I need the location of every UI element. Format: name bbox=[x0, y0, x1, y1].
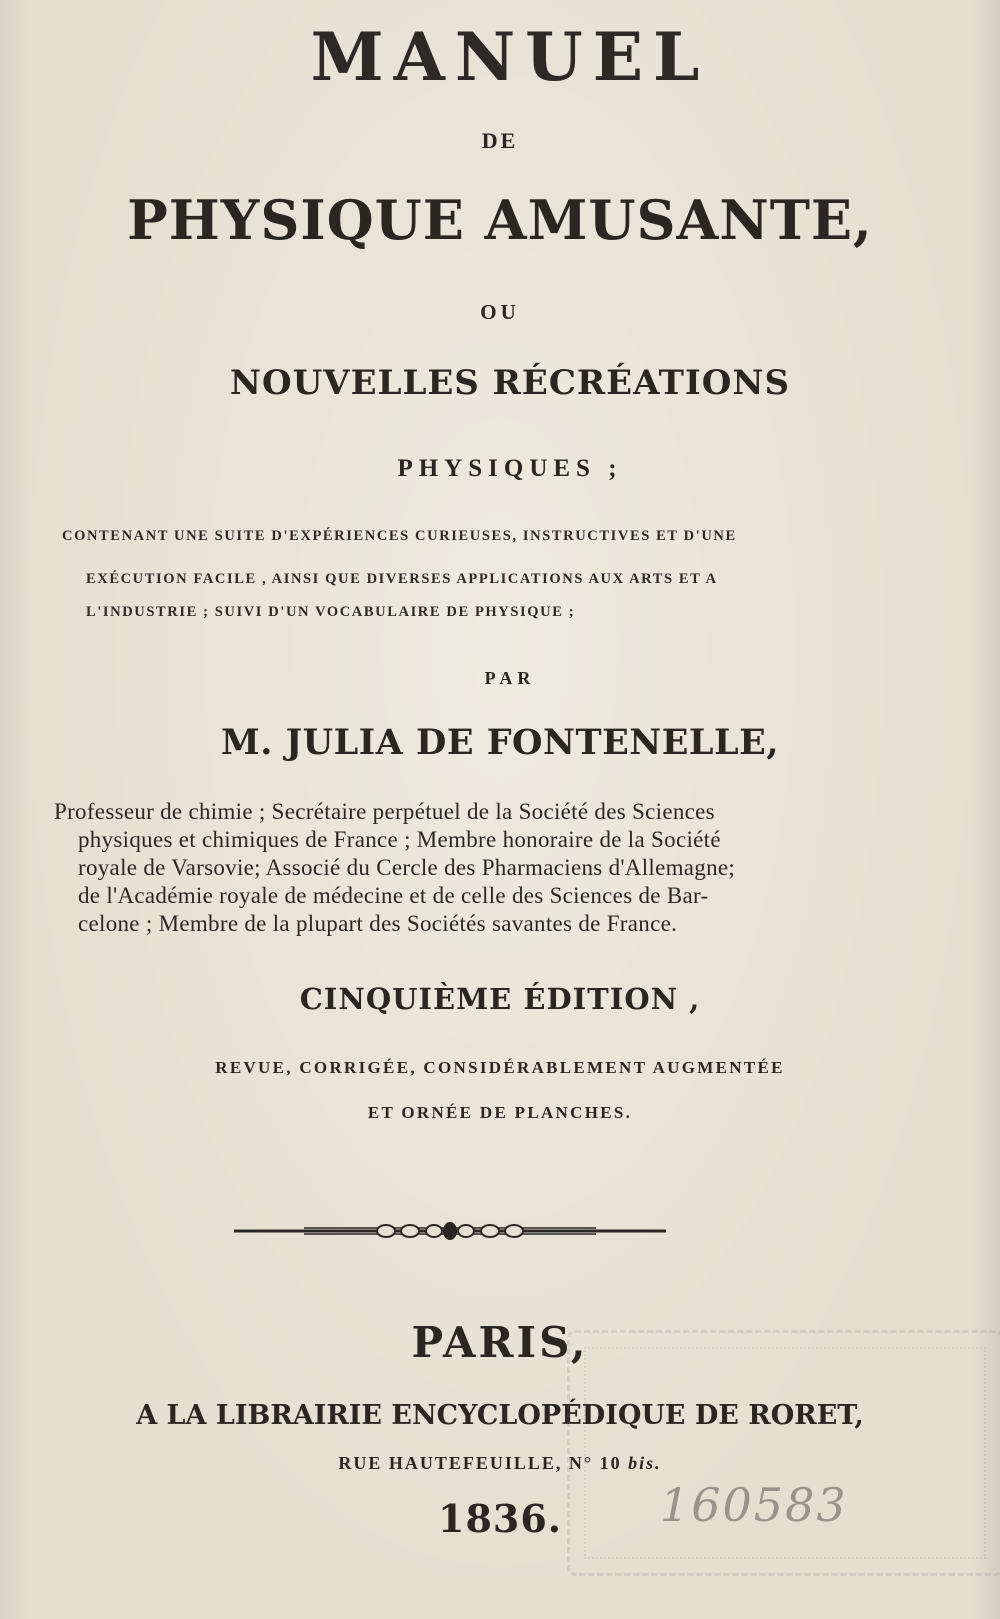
shelfmark: 160583 bbox=[660, 1478, 848, 1532]
by-label: PAR bbox=[484, 668, 536, 688]
edition: CINQUIÈME ÉDITION , bbox=[299, 982, 701, 1016]
credentials-line: royale de Varsovie; Associé du Cercle des Pharmaciens d'Allemagne; bbox=[78, 855, 736, 880]
credentials-line: celone ; Membre de la plupart des Sociétés savantes de France. bbox=[78, 911, 678, 936]
publication-year: 1836. bbox=[438, 1496, 562, 1541]
description-line: CONTENANT UNE SUITE D'EXPÉRIENCES CURIEUSES, INSTRUCTIVES ET D'UNE bbox=[62, 528, 737, 544]
address-suffix: bis. bbox=[628, 1453, 662, 1473]
library-stamp-icon bbox=[567, 1330, 1000, 1576]
author-name: M. JULIA DE FONTENELLE, bbox=[220, 722, 780, 763]
imprint-city: PARIS, bbox=[411, 1318, 589, 1367]
address-text: RUE HAUTEFEUILLE, N° 10 bbox=[338, 1453, 622, 1473]
subtitle-physiques: PHYSIQUES ; bbox=[397, 455, 623, 482]
edition-note-line: ET ORNÉE DE PLANCHES. bbox=[367, 1103, 633, 1122]
credentials-line: de l'Académie royale de médecine et de celle des Sciences de Bar- bbox=[78, 883, 709, 908]
credentials-line: Professeur de chimie ; Secrétaire perpétuel de la Société des Sciences bbox=[54, 799, 715, 824]
title-manuel: MANUEL bbox=[310, 18, 710, 96]
credentials-line: physiques et chimiques de France ; Membre honoraire de la Société bbox=[78, 827, 721, 852]
description-line: L'INDUSTRIE ; SUIVI D'UN VOCABULAIRE DE PHYSIQUE ; bbox=[86, 604, 576, 620]
subtitle: NOUVELLES RÉCRÉATIONS bbox=[229, 363, 791, 403]
title-ou: OU bbox=[480, 300, 520, 324]
publisher: A LA LIBRAIRIE ENCYCLOPÉDIQUE DE RORET, bbox=[136, 1400, 864, 1431]
title-de: DE bbox=[481, 128, 519, 153]
main-title: PHYSIQUE AMUSANTE, bbox=[127, 188, 873, 252]
edition-note-line: REVUE, CORRIGÉE, CONSIDÉRABLEMENT AUGMENTÉE bbox=[215, 1058, 785, 1077]
ornament-rule-icon bbox=[234, 1218, 666, 1244]
description-line: EXÉCUTION FACILE , AINSI QUE DIVERSES APPLICATIONS AUX ARTS ET A bbox=[86, 571, 718, 587]
